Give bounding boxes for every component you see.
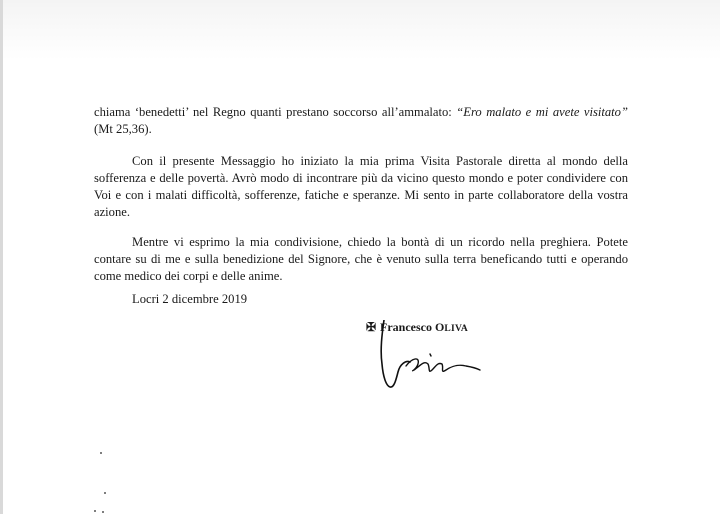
page-edge	[0, 0, 3, 514]
scripture-reference: (Mt 25,36).	[94, 122, 152, 136]
signer-first-name: Francesco	[380, 320, 432, 334]
scan-speck	[104, 492, 106, 494]
scan-speck	[100, 452, 102, 454]
scripture-quote: “Ero malato e mi avete visitato”	[456, 105, 628, 119]
date-line: Locri 2 dicembre 2019	[132, 292, 248, 306]
handwritten-signature	[376, 320, 486, 392]
paragraph-1-text: chiama ‘benedetti’ nel Regno quanti prestano soccorso all’ammalato:	[94, 105, 457, 119]
signer-last-rest: LIVA	[444, 324, 469, 334]
scan-speck	[94, 510, 96, 512]
cross-icon: ✠	[366, 320, 377, 334]
paragraph-2: Con il presente Messaggio ho iniziato la mia prima Visita Pastorale diretta al mondo della sofferenza e delle povertà. Avrò modo di incontrare più da vicino questo mondo e poter condividere con Voi e con i malati difficoltà, sofferenze, fatiche e speranze. Mi sento in parte collaboratore della vostra azione.	[94, 154, 628, 219]
paragraph-1	[94, 104, 628, 138]
signer-last-initial: O	[434, 320, 445, 334]
paragraph-3: Mentre vi esprimo la mia condivisione, chiedo la bontà di un ricordo nella preghiera. Potete contare su di me e sulla benedizione del Signore, che è venuto sulla terra beneficando tutti e operando come medico dei corpi e delle anime.	[94, 235, 628, 283]
scan-speck	[102, 511, 104, 513]
